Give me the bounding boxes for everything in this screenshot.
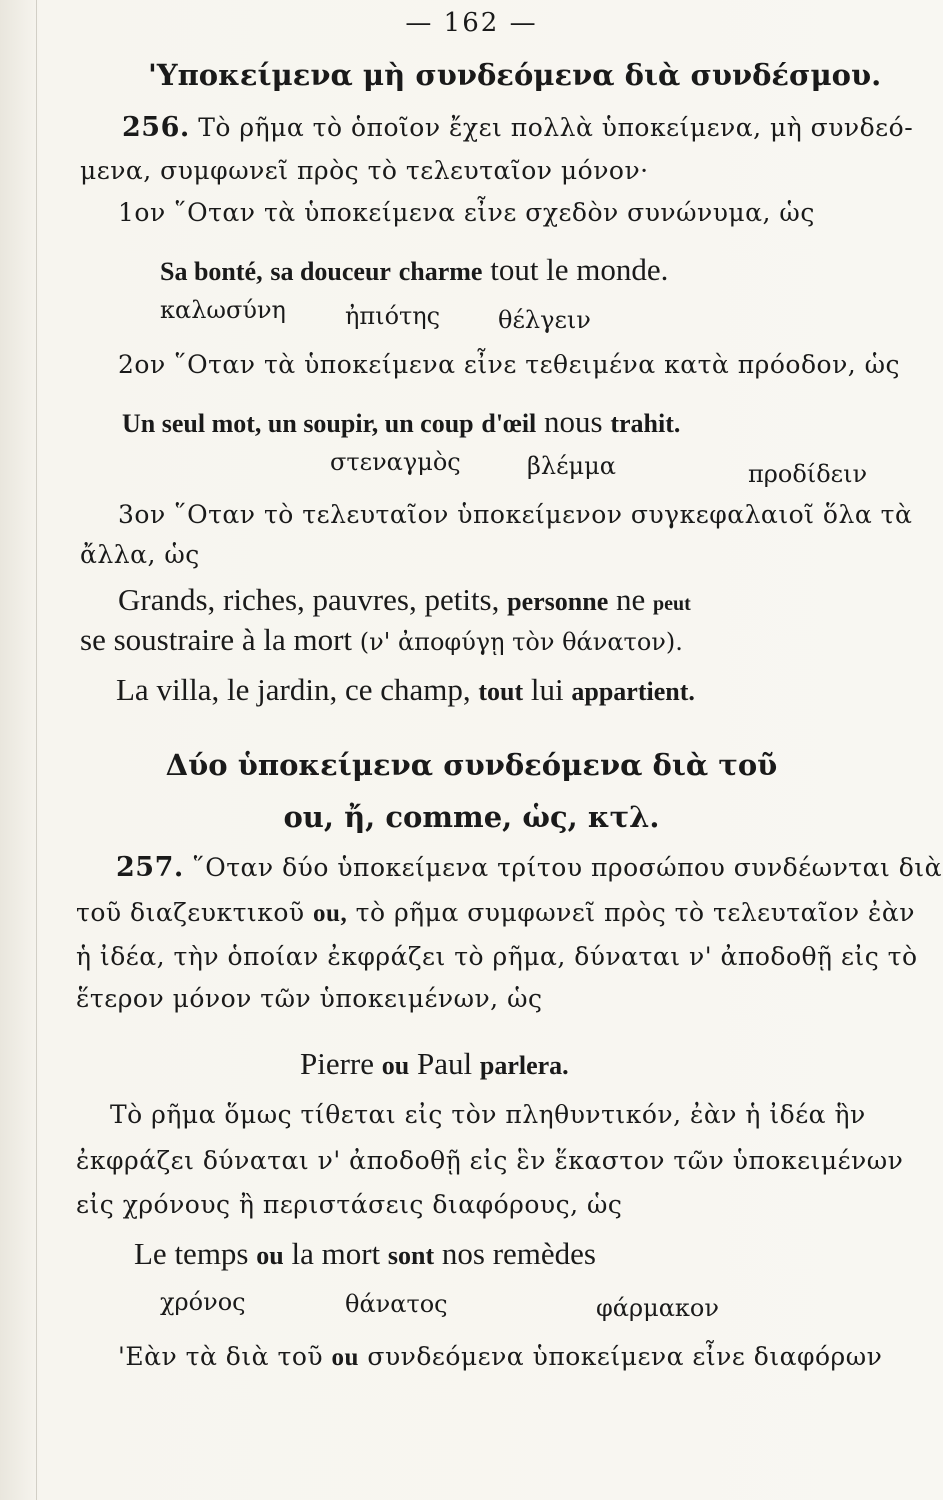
example-word: tout (478, 677, 524, 706)
example-word: Paul (417, 1046, 473, 1081)
example-gloss: (ν' ἀποφύγῃ τὸν θάνατον). (359, 628, 683, 656)
paragraph-257-line-1 (116, 852, 942, 883)
example-word: appartient. (571, 677, 695, 706)
section-heading-1: 'Υποκείμενα μὴ συνδεόμενα διὰ συνδέσμου. (148, 58, 882, 92)
gloss-2a: στεναγμὸς (330, 448, 461, 476)
section-heading-2-line-2: ou, ἤ, comme, ὡς, κτλ. (283, 800, 660, 834)
example-text: Grands, riches, pauvres, petits, (118, 582, 500, 617)
paragraph-257-line-7: εἰς χρόνους ἢ περιστάσεις διαφόρους, ὡς (76, 1190, 623, 1219)
paragraph-text: 'Εὰν τὰ διὰ τοῦ (118, 1342, 324, 1371)
example-word: ou (381, 1051, 410, 1080)
paragraph-text: τὸ ρῆμα συμφωνεῖ πρὸς τὸ τελευταῖον ἐὰν (355, 898, 915, 927)
paragraph-text: τοῦ διαζευκτικοῦ (76, 898, 305, 927)
example-word: peut (653, 593, 691, 615)
example-text: La villa, le jardin, ce champ, (116, 672, 471, 707)
paragraph-256-line-2: μενα, συμφωνεῖ πρὸς τὸ τελευταῖον μόνον· (80, 156, 649, 185)
example-word: Sa bonté, (160, 257, 263, 286)
example-word: Un seul mot, un soupir, un coup (122, 409, 474, 438)
case-3-line-1: 3ον ῞Οταν τὸ τελευταῖον ὑποκείμενον συγκεφαλαιοῖ ὅλα τὰ (118, 500, 913, 529)
paragraph-text: Τὸ ρῆμα τὸ ὁποῖον ἔχει πολλὰ ὑποκείμενα, μὴ συνδεό- (198, 113, 914, 142)
example-2 (122, 404, 680, 440)
example-word: Pierre (300, 1046, 375, 1081)
example-4 (116, 672, 695, 708)
example-3-line-1 (118, 582, 691, 618)
example-3-line-2 (80, 622, 683, 658)
page-number: — 162 — (405, 8, 538, 38)
example-word: personne (507, 587, 609, 616)
gloss-1c: θέλγειν (498, 306, 591, 334)
paragraph-257-line-8 (118, 1342, 882, 1372)
example-word: nous (544, 404, 603, 439)
example-1 (160, 252, 668, 288)
gloss-1a: καλωσύνη (160, 296, 286, 324)
example-word: charme (398, 257, 483, 286)
paragraph-257-line-4: ἕτερον μόνον τῶν ὑποκειμένων, ὡς (76, 984, 543, 1013)
gloss-2b: βλέμμα (527, 452, 616, 480)
example-5 (300, 1046, 569, 1082)
paragraph-text: συνδεόμενα ὑποκείμενα εἶνε διαφόρων (367, 1342, 883, 1371)
example-word: lui (530, 672, 564, 707)
gloss-6b: θάνατος (345, 1290, 448, 1318)
example-word: la mort (291, 1236, 381, 1271)
keyword-ou: ou, (313, 900, 348, 927)
example-word: parlera. (479, 1051, 569, 1080)
example-word: tout le monde. (490, 252, 669, 287)
example-word: d'œil (481, 409, 537, 438)
example-word: trahit. (610, 409, 681, 438)
gloss-6a: χρόνος (160, 1288, 246, 1316)
example-word: sa douceur (270, 257, 391, 286)
example-word: nos remèdes (441, 1236, 596, 1271)
paragraph-257-line-3: ἡ ἰδέα, τὴν ὁποίαν ἐκφράζει τὸ ρῆμα, δύναται ν' ἀποδοθῇ εἰς τὸ (76, 942, 918, 971)
paragraph-number: 257. (116, 852, 184, 883)
case-2-line: 2ον ῞Οταν τὰ ὑποκείμενα εἶνε τεθειμένα κατὰ πρόοδον, ὡς (118, 350, 901, 379)
gloss-1b: ἠπιότης (345, 302, 441, 330)
case-1-line: 1ον ῞Οταν τὰ ὑποκείμενα εἶνε σχεδὸν συνώνυμα, ὡς (118, 198, 815, 227)
paragraph-256-line-1 (122, 112, 913, 143)
example-word: Le temps (134, 1236, 249, 1271)
paragraph-257-line-6: ἐκφράζει δύναται ν' ἀποδοθῇ εἰς ἓν ἕκαστον τῶν ὑποκειμένων (76, 1146, 904, 1175)
gloss-2c: προδίδειν (748, 460, 868, 488)
example-6 (134, 1236, 596, 1272)
example-word: ou (256, 1241, 284, 1270)
example-word: ne (616, 582, 646, 617)
paragraph-number: 256. (122, 112, 190, 143)
paragraph-257-line-2 (76, 898, 915, 928)
example-text: se soustraire à la mort (80, 622, 353, 657)
section-heading-2-line-1: Δύο ὑποκείμενα συνδεόμενα διὰ τοῦ (165, 748, 778, 782)
gloss-6c: φάρμακον (596, 1294, 719, 1322)
case-3-line-2: ἄλλα, ὡς (80, 540, 200, 569)
paragraph-257-line-5: Τὸ ρῆμα ὅμως τίθεται εἰς τὸν πληθυντικόν, ἐὰν ἡ ἰδέα ἣν (110, 1100, 866, 1129)
example-word: sont (387, 1241, 435, 1270)
paragraph-text: ῞Οταν δύο ὑποκείμενα τρίτου προσώπου συνδέωνται διὰ (192, 853, 942, 882)
keyword-ou: ou (331, 1344, 359, 1371)
